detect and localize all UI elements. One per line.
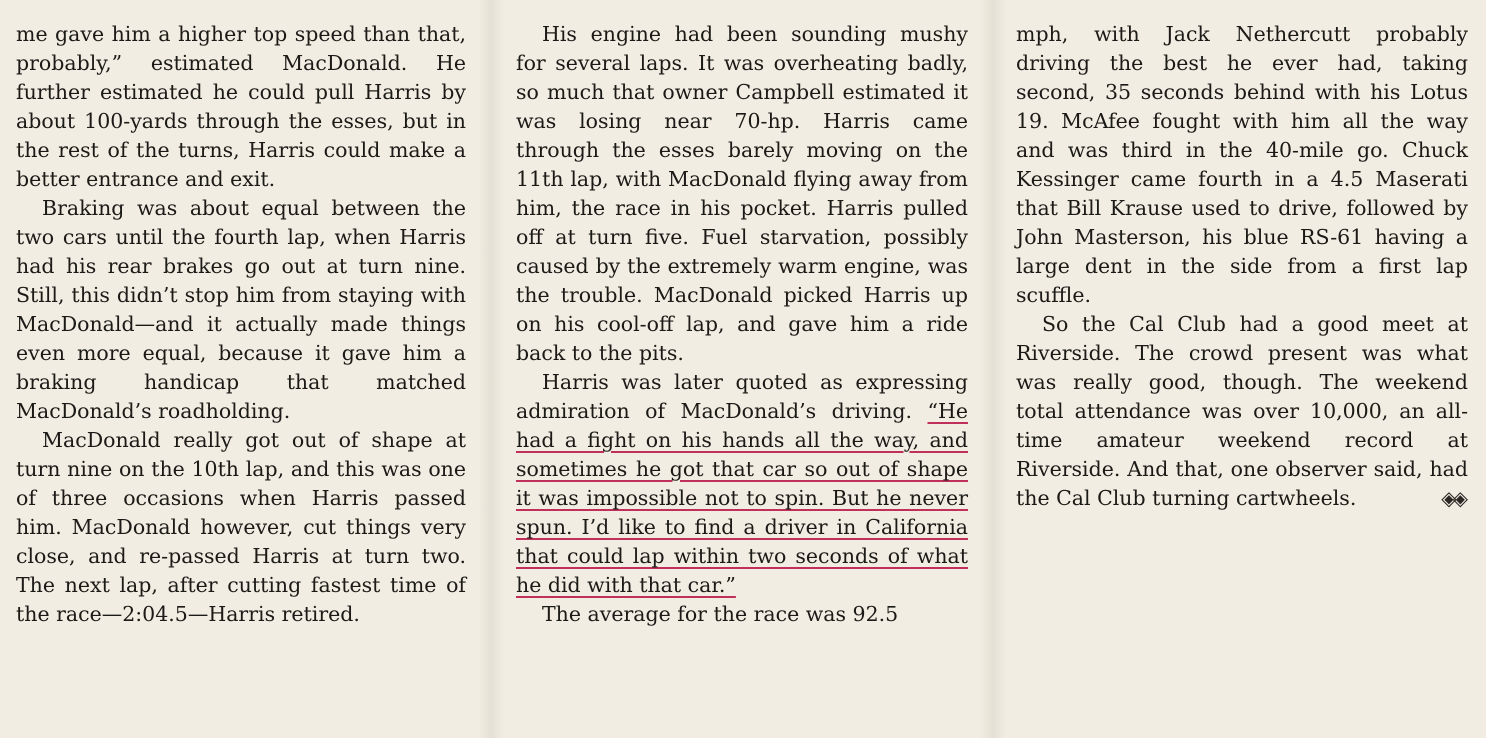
column-gutter	[980, 0, 1006, 738]
paragraph: me gave him a higher top speed than that, probably,” estimated MacDonald. He further estimated he could pull Harris by about 100-yards through the esses, but in the rest of the turns, Harris could make a better entrance and exit.	[16, 22, 466, 191]
article-column-3	[1016, 20, 1468, 513]
paragraph	[516, 368, 968, 600]
article-column-1	[16, 20, 466, 629]
paragraph-intro: Harris was later quoted as expressing admiration of MacDonald’s driving.	[516, 370, 968, 423]
article-column-2	[516, 20, 968, 629]
paragraph	[1016, 310, 1468, 513]
paragraph: Braking was about equal between the two cars until the fourth lap, when Harris had his rear brakes go out at turn nine. Still, this didn’t stop him from staying with MacDonald—and it actually made things even more equal, because it gave him a braking handicap that matched MacDonald’s roadholding.	[16, 196, 466, 423]
column-gutter	[478, 0, 504, 738]
end-of-article-icon: ◈◈	[1441, 486, 1464, 510]
paragraph: The average for the race was 92.5	[542, 602, 899, 626]
underlined-quote: “He had a fight on his hands all the way, and sometimes he got that car so out of shape it was impossible not to spin. But he never spun. I’d like to find a driver in California that could lap within two seconds of what he did with that car.”	[516, 399, 968, 597]
paragraph: His engine had been sounding mushy for several laps. It was overheating badly, so much that owner Campbell estimated it was losing near 70-hp. Harris came through the esses barely moving on the 11th lap, with MacDonald flying away from him, the race in his pocket. Harris pulled off at turn five. Fuel starvation, possibly caused by the extremely warm engine, was the trouble. MacDonald picked Harris up on his cool-off lap, and gave him a ride back to the pits.	[516, 22, 968, 365]
paragraph: mph, with Jack Nethercutt probably driving the best he ever had, taking second, 35 seconds behind with his Lotus 19. McAfee fought with him all the way and was third in the 40-mile go. Chuck Kessinger came fourth in a 4.5 Maserati that Bill Krause used to drive, followed by John Masterson, his blue RS-61 having a large dent in the side from a first lap scuffle.	[1016, 22, 1468, 307]
paragraph-text: So the Cal Club had a good meet at Riverside. The crowd present was what was really good, though. The weekend total attendance was over 10,000, an all-time amateur weekend record at Riverside. And that, one observer said, had the Cal Club turning cartwheels.	[1016, 312, 1468, 510]
paragraph: MacDonald really got out of shape at turn nine on the 10th lap, and this was one of three occasions when Harris passed him. MacDonald however, cut things very close, and re-passed Harris at turn two. The next lap, after cutting fastest time of the race—2:04.5—Harris retired.	[16, 428, 466, 626]
